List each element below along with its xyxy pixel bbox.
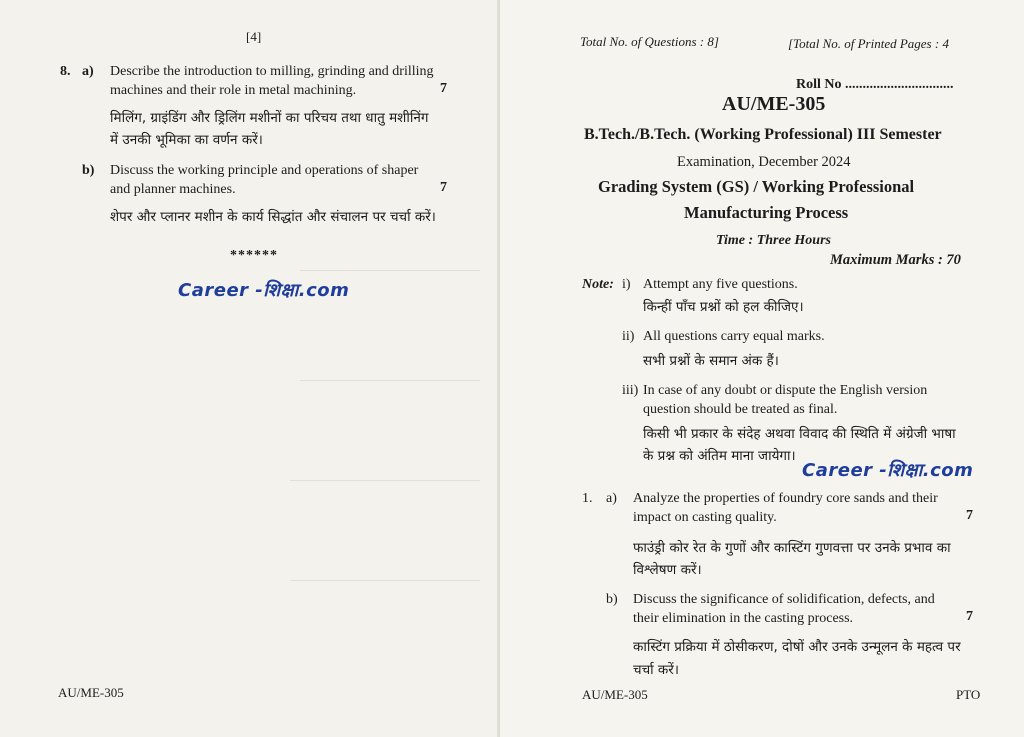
roll-no: Roll No ............................... (796, 77, 954, 92)
question-text: machines and their role in metal machining. (110, 83, 357, 98)
end-marker: ****** (230, 248, 278, 263)
watermark: Career -शिक्षा.com (802, 460, 974, 481)
note-number: ii) (622, 329, 635, 344)
question-text: Discuss the working principle and operations of shaper (110, 163, 419, 178)
course-title: B.Tech./B.Tech. (Working Professional) III Semester (584, 126, 942, 143)
note-number: iii) (622, 383, 639, 398)
question-text-hindi: कास्टिंग प्रक्रिया में ठोसीकरण, दोषों और उनके उन्मूलन के महत्व पर (633, 639, 961, 655)
question-text: Describe the introduction to milling, grinding and drilling (110, 64, 434, 79)
total-pages: [Total No. of Printed Pages : 4 (788, 36, 949, 51)
note-label: Note: (582, 277, 614, 292)
question-number: 1. (582, 491, 593, 506)
note-text-hindi: किसी भी प्रकार के संदेह अथवा विवाद की स्थिति में अंग्रेजी भाषा (643, 426, 956, 442)
footer-code: AU/ME-305 (58, 685, 124, 700)
question-text: and planner machines. (110, 182, 236, 197)
question-text: impact on casting quality. (633, 510, 777, 525)
watermark: Career -शिक्षा.com (178, 280, 350, 301)
note-number: i) (622, 277, 631, 292)
left-page (0, 0, 500, 737)
note-text-hindi: सभी प्रश्नों के समान अंक हैं। (643, 353, 779, 369)
note-text-hindi: के प्रश्न को अंतिम माना जायेगा। (643, 448, 796, 464)
bleed-through-line (290, 480, 480, 491)
exam-session: Examination, December 2024 (677, 154, 851, 170)
note-text-hindi: किन्हीं पाँच प्रश्नों को हल कीजिए। (643, 299, 804, 315)
question-text: Analyze the properties of foundry core sands and their (633, 491, 938, 506)
total-questions: Total No. of Questions : 8] (580, 34, 719, 49)
subpart-label: a) (606, 491, 617, 506)
paper-code: AU/ME-305 (722, 93, 826, 115)
bleed-through-line (300, 380, 480, 391)
subpart-label: b) (82, 163, 95, 178)
pto-label: PTO (956, 687, 981, 702)
question-text: Discuss the significance of solidification, defects, and (633, 592, 935, 607)
question-text: their elimination in the casting process. (633, 611, 854, 626)
question-text-hindi: शेपर और प्लानर मशीन के कार्य सिद्धांत और संचालन पर चर्चा करें। (110, 209, 436, 225)
note-text: In case of any doubt or dispute the English version (643, 383, 928, 398)
subject-title: Manufacturing Process (684, 203, 849, 222)
footer-code: AU/ME-305 (582, 687, 648, 702)
question-text-hindi: फाउंड्री कोर रेत के गुणों और कास्टिंग गुणवत्ता पर उनके प्रभाव का (633, 540, 951, 556)
grading-system: Grading System (GS) / Working Professional (598, 177, 915, 196)
right-page (500, 0, 1024, 737)
note-text: Attempt any five questions. (643, 277, 798, 292)
question-text-hindi: विश्लेषण करें। (633, 562, 702, 578)
question-number: 8. (60, 64, 71, 79)
maximum-marks: Maximum Marks : 70 (830, 252, 961, 268)
exam-time: Time : Three Hours (716, 233, 831, 248)
page-number: [4] (246, 29, 262, 44)
subpart-label: b) (606, 592, 618, 607)
question-text-hindi: में उनकी भूमिका का वर्णन करें। (110, 132, 263, 148)
marks: 7 (440, 180, 447, 195)
question-text-hindi: चर्चा करें। (633, 662, 679, 678)
marks: 7 (966, 609, 973, 624)
marks: 7 (440, 81, 447, 96)
marks: 7 (966, 508, 973, 523)
subpart-label: a) (82, 64, 94, 79)
note-text: All questions carry equal marks. (643, 329, 825, 344)
bleed-through-line (290, 580, 480, 591)
question-text-hindi: मिलिंग, ग्राइंडिंग और ड्रिलिंग मशीनों का परिचय तथा धातु मशीनिंग (110, 110, 429, 126)
note-text: question should be treated as final. (643, 402, 838, 417)
